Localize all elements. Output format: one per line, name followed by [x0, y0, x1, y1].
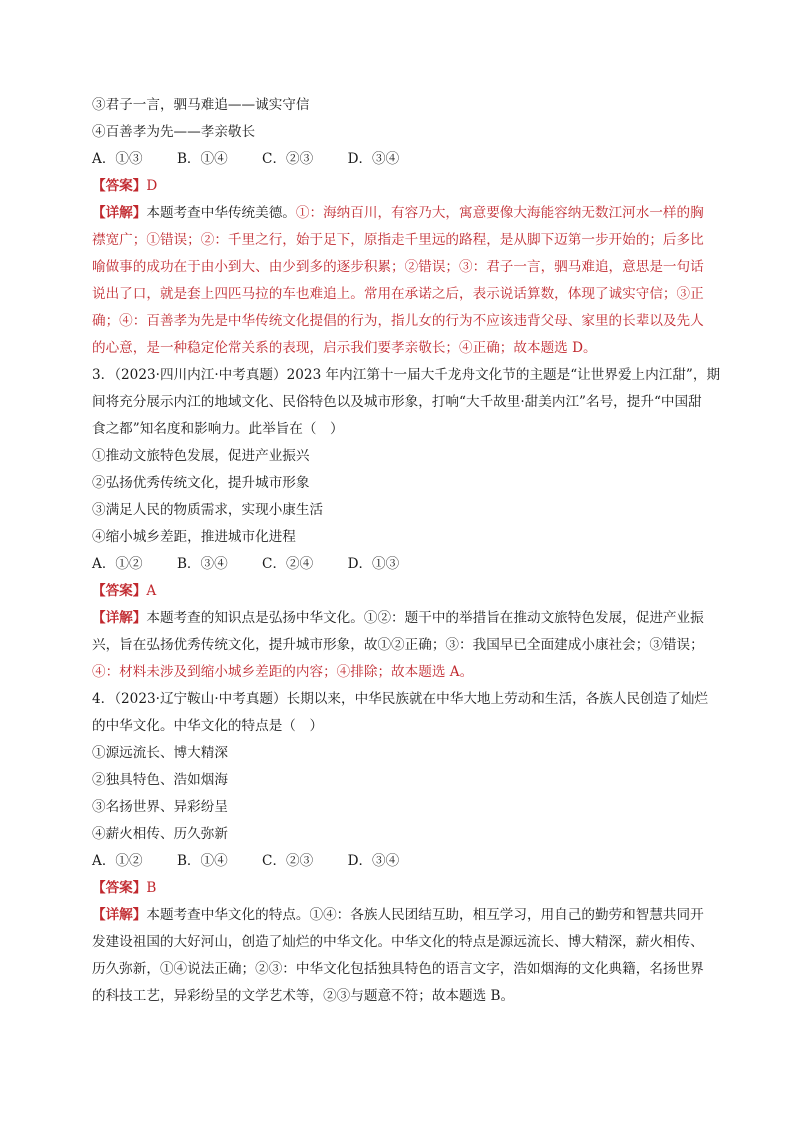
q4-option-a: A．①② [92, 853, 143, 869]
detail-tag: 【详解】 [92, 610, 147, 626]
q3-detail-line-1 [92, 605, 732, 632]
detail-text: ①④：各族人民团结互助，相互学习，用自己的勤劳和智慧共同开 [309, 907, 704, 923]
detail-lead: 本题考查的知识点是弘扬中华文化。 [146, 610, 364, 626]
q2-item-3: ③君子一言，驷马难追——诚实守信 [92, 97, 310, 113]
q4-answer [92, 875, 732, 902]
q2-detail-line-4: 说出了口，就是套上四匹马拉的车也难追上。常用在承诺之后，表示说话算数，体现了诚实守信；③正 [92, 286, 704, 302]
q3-item-1: ①推动文旅特色发展，促进产业振兴 [92, 448, 310, 464]
q4-option-d: D．③④ [347, 853, 400, 869]
q3-detail-line-2: 兴，旨在弘扬优秀传统文化，提升城市形象，故①②正确；③：我国早已全面建成小康社会；③错误； [92, 637, 704, 653]
q2-answer [92, 173, 732, 200]
q2-option-b: B．①④ [176, 151, 228, 167]
q3-item-2: ②弘扬优秀传统文化，提升城市形象 [92, 475, 310, 491]
answer-value: B [146, 880, 157, 896]
detail-text: ①：海纳百川，有容乃大，寓意要像大海能容纳无数江河水一样的胸 [295, 205, 704, 221]
q2-options [92, 146, 732, 173]
q4-option-c: C．②③ [262, 853, 314, 869]
q2-detail-line-2: 襟宽广；①错误；②：千里之行，始于足下，原指走千里远的路程，是从脚下迈第一步开始的；后多比 [92, 232, 704, 248]
q3-stem-line-3: 食之都”知名度和影响力。此举旨在（ ） [92, 421, 344, 437]
q2-detail-line-5: 确；④：百善孝为先是中华传统文化提倡的行为，指儿女的行为不应该违背父母、家里的长辈以及先人 [92, 313, 704, 329]
q3-option-a: A．①② [92, 556, 143, 572]
detail-lead: 本题考查中华文化的特点。 [146, 907, 310, 923]
answer-value: D [146, 178, 158, 194]
q4-detail-line-3: 历久弥新，①④说法正确；②③：中华文化包括独具特色的语言文字，浩如烟海的文化典籍，名扬世界 [92, 961, 704, 977]
q3-option-c: C．②④ [262, 556, 314, 572]
detail-lead: 本题考查中华传统美德。 [146, 205, 296, 221]
q3-answer [92, 578, 732, 605]
q4-detail-line-2: 发建设祖国的大好河山，创造了灿烂的中华文化。中华文化的特点是源远流长、博大精深，薪火相传、 [92, 934, 704, 950]
answer-tag: 【答案】 [92, 178, 147, 194]
q3-item-3: ③满足人民的物质需求，实现小康生活 [92, 502, 324, 518]
q2-detail-line-1 [92, 200, 732, 227]
detail-text: ①②：题干中的举措旨在推动文旅特色发展，促进产业振 [363, 610, 704, 626]
q4-item-1: ①源远流长、博大精深 [92, 745, 228, 761]
q2-option-c: C．②③ [262, 151, 314, 167]
q4-options [92, 848, 732, 875]
answer-tag: 【答案】 [92, 880, 147, 896]
q2-option-a: A．①③ [92, 151, 143, 167]
q2-item-4: ④百善孝为先——孝亲敬长 [92, 124, 256, 140]
q3-stem-line-2: 间将充分展示内江的地域文化、民俗特色以及城市形象，打响“大千故里·甜美内江”名号，提升“中国甜 [92, 394, 702, 410]
q2-detail-line-6: 的心意，是一种稳定伦常关系的表现，启示我们要孝亲敬长；④正确；故本题选 D。 [92, 340, 597, 356]
q4-item-3: ③名扬世界、异彩纷呈 [92, 799, 228, 815]
detail-tag: 【详解】 [92, 205, 147, 221]
q2-option-d: D．③④ [347, 151, 400, 167]
q4-item-4: ④薪火相传、历久弥新 [92, 826, 228, 842]
document-page [92, 92, 732, 1010]
q3-item-4: ④缩小城乡差距，推进城市化进程 [92, 529, 296, 545]
q4-option-b: B．①④ [176, 853, 228, 869]
q3-options [92, 551, 732, 578]
q3-option-d: D．①③ [347, 556, 400, 572]
q3-detail-line-3: ④：材料未涉及到缩小城乡差距的内容；④排除；故本题选 A。 [92, 664, 474, 680]
answer-value: A [146, 583, 157, 599]
detail-tag: 【详解】 [92, 907, 147, 923]
q2-detail-line-3: 喻做事的成功在于由小到大、由少到多的逐步积累；②错误；③：君子一言，驷马难追，意思是一句话 [92, 259, 704, 275]
answer-tag: 【答案】 [92, 583, 147, 599]
q4-detail-line-4: 的科技工艺，异彩纷呈的文学艺术等，②③与题意不符；故本题选 B。 [92, 988, 515, 1004]
q4-stem-line-2: 的中华文化。中华文化的特点是（ ） [92, 718, 324, 734]
q3-stem-line-1: 3．（2023·四川内江·中考真题）2023 年内江第十一届大千龙舟文化节的主题是“让世界爱上内江甜”，期 [92, 367, 721, 383]
q4-detail-line-1 [92, 902, 732, 929]
q4-stem-line-1: 4．（2023·辽宁鞍山·中考真题）长期以来，中华民族就在中华大地上劳动和生活，各族人民创造了灿烂 [92, 691, 709, 707]
q4-item-2: ②独具特色、浩如烟海 [92, 772, 228, 788]
q3-option-b: B．③④ [176, 556, 228, 572]
